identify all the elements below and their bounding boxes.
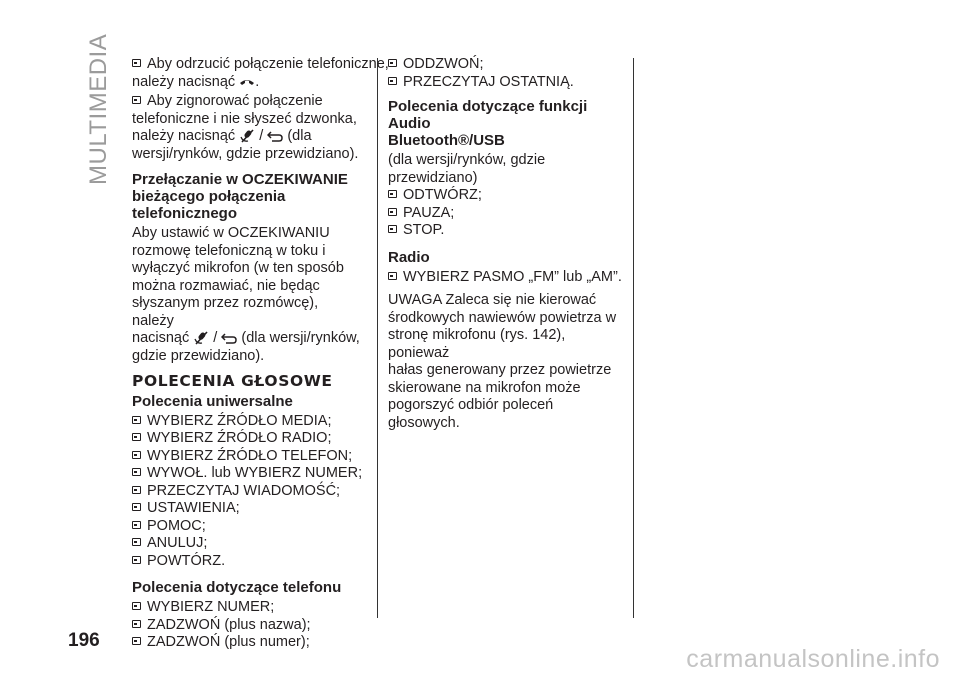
bullet-icon (132, 59, 141, 67)
column-divider-left (377, 58, 378, 618)
list-item: USTAWIENIA; (132, 500, 364, 518)
section-heading: Polecenia dotyczące telefonu (132, 579, 342, 596)
paragraph: Aby ustawić w OCZEKIWANIU rozmowę telefoniczną w toku i wyłączyć mikrofon (w ten sposób można rozmawiać, nie będąc słyszanym przez rozmówcę), należy nacisnąć / (dla wersji/rynków, gdzie przewidziano). (132, 225, 360, 364)
mute-microphone-icon (239, 128, 255, 144)
section-heading: Przełączanie w OCZEKIWANIE bieżącego połączenia telefonicznego (132, 171, 348, 222)
section-heading: Radio (388, 248, 430, 266)
right-column (388, 56, 628, 432)
page-number: 196 (68, 630, 100, 651)
list-item: WYBIERZ ŹRÓDŁO TELEFON; (132, 448, 364, 466)
list-item: PRZECZYTAJ OSTATNIĄ. (388, 74, 628, 92)
watermark: carmanualsonline.info (686, 645, 940, 673)
section-side-title: MULTIMEDIA (85, 33, 112, 185)
column-divider-right (633, 58, 634, 618)
hang-up-phone-icon (239, 77, 255, 87)
section-heading: Polecenia uniwersalne (132, 392, 293, 410)
mute-microphone-icon (193, 330, 209, 346)
list-item: ZADZWOŃ (plus numer); (132, 634, 364, 652)
list-item: STOP. (388, 222, 628, 240)
list-item: WYBIERZ NUMER; (132, 599, 364, 617)
list-item: ANULUJ; (132, 535, 364, 553)
list-item: PRZECZYTAJ WIADOMOŚĆ; (132, 483, 364, 501)
left-column: Aby odrzucić połączenie telefoniczne, należy nacisnąć . Aby zignorować połączenie telefoniczne i nie słyszeć dzwonka, należy nacisnąć / (dla wersji/rynków, gdzie przewidziano). Przełączanie w OCZEKIWANIE bieżącego połączenia telefonicznego Aby ustawić w OCZEKIWANIU rozmowę telefoniczną w toku i wyłączyć mikrofon (w ten sposób można rozmawiać, nie będąc słyszanym przez rozmówcę), należy nacisnąć / (dla wersji/rynków, gdzie przewidziano). POLECENIA GŁOSOWE Polecenia uniwersalne WYBIERZ ŹRÓDŁO MEDIA; WYBIERZ ŹRÓDŁO RADIO; WYBIERZ ŹRÓDŁO TELEFON; WYWOŁ. lub WYBIERZ NUMER; PRZECZYTAJ WIADOMOŚĆ; USTAWIENIA; POMOC; ANULUJ; POWTÓRZ. Polecenia dotyczące telefonu WYBIERZ NUMER; ZADZWOŃ (plus nazwa); ZADZWOŃ (plus numer); (132, 56, 389, 650)
chapter-heading: POLECENIA GŁOSOWE (132, 372, 333, 390)
list-item: WYWOŁ. lub WYBIERZ NUMER; (132, 465, 364, 483)
return-arrow-icon (221, 332, 237, 344)
list-item: ZADZWOŃ (plus nazwa); (132, 617, 364, 635)
list-item: WYBIERZ ŹRÓDŁO MEDIA; (132, 413, 364, 431)
return-arrow-icon (267, 130, 283, 142)
universal-commands-list (132, 413, 364, 571)
bullet-item: Aby odrzucić połączenie telefoniczne, (132, 56, 364, 74)
bullet-icon (132, 96, 141, 104)
list-item: WYBIERZ ŹRÓDŁO RADIO; (132, 430, 364, 448)
paragraph: (dla wersji/rynków, gdzie przewidziano) (388, 152, 546, 186)
list-item: WYBIERZ PASMO „FM” lub „AM”. (388, 269, 628, 287)
section-heading: Polecenia dotyczące funkcji Audio Bluetooth®/USB (388, 98, 588, 149)
list-item: POWTÓRZ. (132, 553, 364, 571)
list-item: ODTWÓRZ; (388, 187, 628, 205)
note-paragraph: UWAGA Zaleca się nie kierować środkowych nawiewów powietrza w stronę mikrofonu (rys. 142), ponieważ hałas generowany przez powietrze skierowane na mikrofon może pogorszyć odbiór poleceń głosowych. (388, 292, 617, 431)
list-item: PAUZA; (388, 205, 628, 223)
phone-commands-list (132, 599, 364, 652)
list-item: POMOC; (132, 518, 364, 536)
list-item: ODDZWOŃ; (388, 56, 628, 74)
bullet-item: Aby zignorować połączenie (132, 93, 364, 111)
